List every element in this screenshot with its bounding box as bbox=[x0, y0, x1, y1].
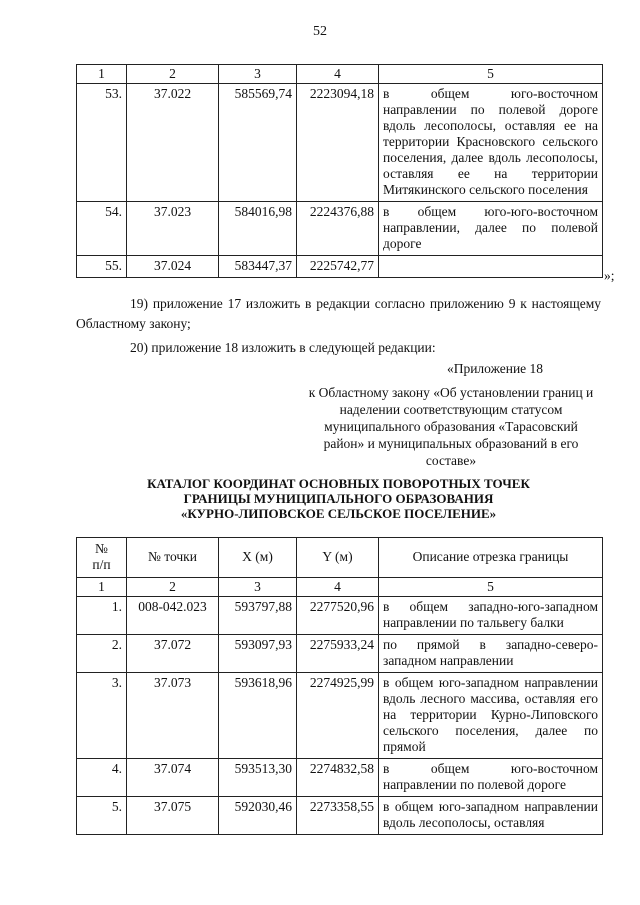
point-id: 37.024 bbox=[127, 256, 219, 278]
x-coordinate: 593618,96 bbox=[219, 673, 297, 759]
column-number: 3 bbox=[219, 578, 297, 597]
y-coordinate: 2225742,77 bbox=[297, 256, 379, 278]
x-coordinate: 593797,88 bbox=[219, 597, 297, 635]
row-number: 53. bbox=[77, 84, 127, 202]
table-row bbox=[77, 597, 603, 635]
point-id: 008-042.023 bbox=[127, 597, 219, 635]
point-id: 37.022 bbox=[127, 84, 219, 202]
table-row bbox=[77, 84, 603, 202]
segment-description bbox=[379, 256, 603, 278]
table-row bbox=[77, 635, 603, 673]
column-number: 5 bbox=[379, 578, 603, 597]
y-coordinate: 2223094,18 bbox=[297, 84, 379, 202]
row-number: 4. bbox=[77, 759, 127, 797]
x-coordinate: 592030,46 bbox=[219, 797, 297, 835]
header-row-number bbox=[77, 538, 127, 578]
header-point: № точки bbox=[127, 538, 219, 578]
column-number-row bbox=[77, 65, 603, 84]
column-number: 5 bbox=[379, 65, 603, 84]
column-number: 3 bbox=[219, 65, 297, 84]
x-coordinate: 593097,93 bbox=[219, 635, 297, 673]
x-coordinate: 593513,30 bbox=[219, 759, 297, 797]
y-coordinate: 2275933,24 bbox=[297, 635, 379, 673]
y-coordinate: 2274925,99 bbox=[297, 673, 379, 759]
column-number: 1 bbox=[77, 65, 127, 84]
x-coordinate: 585569,74 bbox=[219, 84, 297, 202]
closing-quote: »; bbox=[604, 268, 615, 283]
y-coordinate: 2277520,96 bbox=[297, 597, 379, 635]
header-x: X (м) bbox=[219, 538, 297, 578]
amendment-item-19: 19) приложение 17 изложить в редакции согласно приложению 9 к настоящему Областному закону; bbox=[76, 296, 601, 331]
column-number: 4 bbox=[297, 65, 379, 84]
point-id: 37.023 bbox=[127, 202, 219, 256]
y-coordinate: 2274832,58 bbox=[297, 759, 379, 797]
row-number: 5. bbox=[77, 797, 127, 835]
segment-description: в общем юго-восточном направлении по полевой дороге bbox=[379, 759, 603, 797]
column-number: 2 bbox=[127, 65, 219, 84]
row-number: 2. bbox=[77, 635, 127, 673]
x-coordinate: 583447,37 bbox=[219, 256, 297, 278]
row-number: 54. bbox=[77, 202, 127, 256]
table-row bbox=[77, 202, 603, 256]
point-id: 37.074 bbox=[127, 759, 219, 797]
row-number: 55. bbox=[77, 256, 127, 278]
header-description: Описание отрезка границы bbox=[379, 538, 603, 578]
table-row bbox=[77, 673, 603, 759]
segment-description: в общем юго-восточном направлении по полевой дороге вдоль лесополосы, оставляя ее на территории Красновского сельского поселения, далее вдоль лесополосы, оставляя ее на территории Митякинского сельского поселения bbox=[379, 84, 603, 202]
column-number: 2 bbox=[127, 578, 219, 597]
column-number: 1 bbox=[77, 578, 127, 597]
column-number-row bbox=[77, 578, 603, 597]
header-row bbox=[77, 538, 603, 578]
segment-description: в общем юго-западном направлении вдоль лесного массива, оставляя его на территории Курно-Липовского сельского поселения, далее по прямой bbox=[379, 673, 603, 759]
segment-description: в общем юго-западном направлении вдоль лесополосы, оставляя bbox=[379, 797, 603, 835]
segment-description: в общем юго-юго-восточном направлении, далее по полевой дороге bbox=[379, 202, 603, 256]
catalog-heading-line: КАТАЛОГ КООРДИНАТ ОСНОВНЫХ ПОВОРОТНЫХ ТОЧЕК bbox=[147, 476, 530, 491]
page-number: 52 bbox=[313, 24, 327, 39]
coordinates-table-continued bbox=[76, 64, 603, 278]
y-coordinate: 2224376,88 bbox=[297, 202, 379, 256]
appendix-title: «Приложение 18 bbox=[446, 361, 544, 376]
header-y: Y (м) bbox=[297, 538, 379, 578]
column-number: 4 bbox=[297, 578, 379, 597]
catalog-heading-line: «КУРНО-ЛИПОВСКОЕ СЕЛЬСКОЕ ПОСЕЛЕНИЕ» bbox=[180, 506, 497, 521]
appendix-subtitle: к Областному закону «Об установлении границ и наделении соответствующим статусом муниципального образования «Тарасовский район» и муниципальных образований в его составе» bbox=[308, 385, 594, 468]
catalog-heading bbox=[76, 476, 601, 521]
table-row bbox=[77, 759, 603, 797]
row-number: 3. bbox=[77, 673, 127, 759]
header-row-number-line: № bbox=[95, 541, 108, 556]
x-coordinate: 584016,98 bbox=[219, 202, 297, 256]
coordinates-table bbox=[76, 537, 603, 835]
point-id: 37.073 bbox=[127, 673, 219, 759]
segment-description: в общем западно-юго-западном направлении по тальвегу балки bbox=[379, 597, 603, 635]
header-row-number-line: п/п bbox=[92, 557, 111, 572]
amendment-item-20: 20) приложение 18 изложить в следующей редакции: bbox=[130, 340, 436, 355]
y-coordinate: 2273358,55 bbox=[297, 797, 379, 835]
table-row bbox=[77, 256, 603, 278]
point-id: 37.072 bbox=[127, 635, 219, 673]
row-number: 1. bbox=[77, 597, 127, 635]
catalog-heading-line: ГРАНИЦЫ МУНИЦИПАЛЬНОГО ОБРАЗОВАНИЯ bbox=[183, 491, 494, 506]
point-id: 37.075 bbox=[127, 797, 219, 835]
segment-description: по прямой в западно-северо-западном направлении bbox=[379, 635, 603, 673]
table-row bbox=[77, 797, 603, 835]
